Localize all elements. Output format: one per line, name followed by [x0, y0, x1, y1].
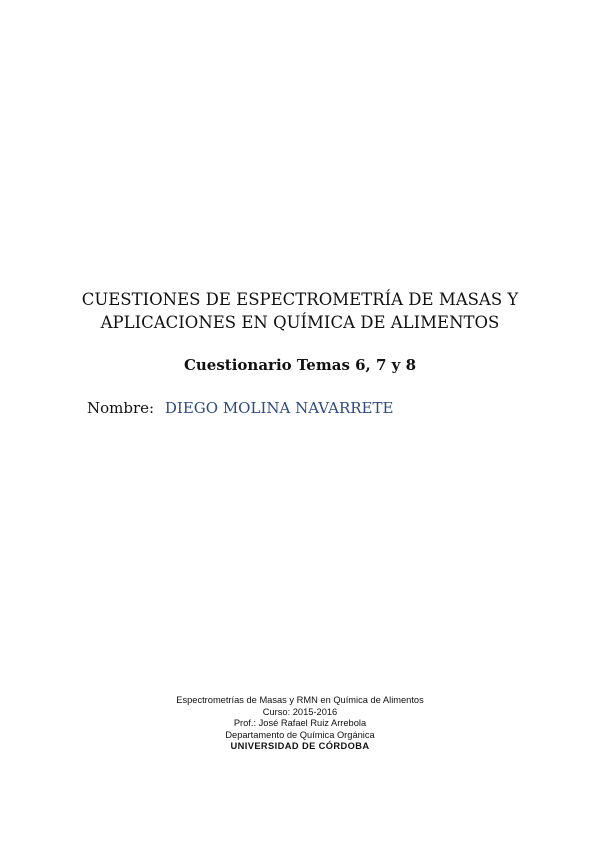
name-label: Nombre:	[87, 399, 155, 417]
document-footer	[0, 695, 600, 753]
name-value: DIEGO MOLINA NAVARRETE	[164, 399, 394, 417]
footer-professor: Prof.: José Rafael Ruiz Arrebola	[233, 718, 367, 728]
title-line-1: CUESTIONES DE ESPECTROMETRÍA DE MASAS Y	[81, 290, 519, 309]
title-line-2: APLICACIONES EN QUÍMICA DE ALIMENTOS	[100, 313, 500, 332]
footer-course-name: Espectrometrías de Masas y RMN en Química de Alimentos	[176, 695, 424, 705]
footer-course-year: Curso: 2015-2016	[262, 706, 338, 717]
footer-university: UNIVERSIDAD DE CÓRDOBA	[230, 741, 370, 751]
document-title	[0, 288, 600, 334]
footer-department: Departamento de Química Orgánica	[225, 729, 375, 740]
document-subtitle: Cuestionario Temas 6, 7 y 8	[183, 356, 417, 374]
name-row	[87, 398, 393, 418]
